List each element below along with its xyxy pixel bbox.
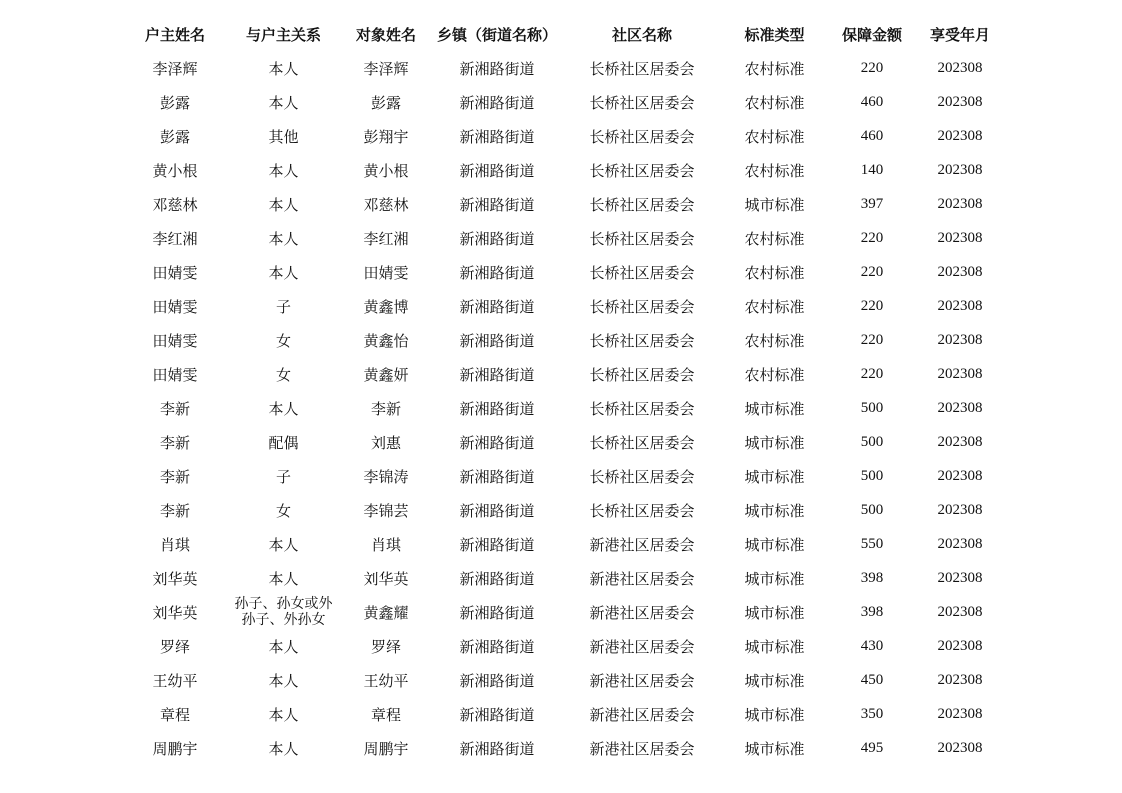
table-row: [120, 663, 1000, 697]
community: 新港社区居委会: [589, 705, 695, 724]
standard-type: 农村标准: [744, 297, 805, 316]
relationship: 本人: [268, 705, 299, 724]
table-row: [120, 221, 1000, 255]
recipient-name: 李锦芸: [363, 501, 409, 520]
recipient-name: 周鹏宇: [363, 739, 409, 758]
household-head-name: 李红湘: [152, 229, 198, 248]
relationship: 女: [275, 365, 291, 384]
household-head-name: 罗绎: [159, 637, 190, 656]
table-header-row: [120, 17, 1000, 51]
relationship: 本人: [268, 229, 299, 248]
table-row: [120, 561, 1000, 595]
table-row: [120, 697, 1000, 731]
standard-type: 城市标准: [744, 195, 805, 214]
col-head-amount: 保障金额: [841, 25, 902, 44]
table-row: [120, 731, 1000, 765]
relationship: 其他: [268, 127, 299, 146]
recipient-name: 邓慈林: [363, 195, 409, 214]
benefit-month: 202308: [937, 705, 983, 722]
table-row: [120, 289, 1000, 323]
amount: 220: [860, 297, 884, 314]
recipient-name: 李红湘: [363, 229, 409, 248]
benefit-month: 202308: [937, 739, 983, 756]
assistance-roster-table: [120, 17, 1000, 765]
community: 长桥社区居委会: [589, 365, 695, 384]
recipient-name: 李泽辉: [363, 59, 409, 78]
subdistrict: 新湘路街道: [459, 93, 535, 112]
subdistrict: 新湘路街道: [459, 59, 535, 78]
table-row: [120, 255, 1000, 289]
standard-type: 城市标准: [744, 705, 805, 724]
relationship: 本人: [268, 93, 299, 112]
community: 新港社区居委会: [589, 603, 695, 622]
subdistrict: 新湘路街道: [459, 501, 535, 520]
recipient-name: 李新: [370, 399, 401, 418]
community: 长桥社区居委会: [589, 161, 695, 180]
relationship: 本人: [268, 59, 299, 78]
subdistrict: 新湘路街道: [459, 535, 535, 554]
amount: 220: [860, 263, 884, 280]
community: 长桥社区居委会: [589, 263, 695, 282]
subdistrict: 新湘路街道: [459, 671, 535, 690]
relationship: 本人: [268, 671, 299, 690]
recipient-name: 彭露: [370, 93, 401, 112]
recipient-name: 彭翔宇: [363, 127, 409, 146]
amount: 500: [860, 399, 884, 416]
standard-type: 城市标准: [744, 399, 805, 418]
subdistrict: 新湘路街道: [459, 229, 535, 248]
household-head-name: 王幼平: [152, 671, 198, 690]
household-head-name: 李新: [159, 501, 190, 520]
standard-type: 农村标准: [744, 59, 805, 78]
community: 长桥社区居委会: [589, 501, 695, 520]
benefit-month: 202308: [937, 263, 983, 280]
household-head-name: 彭露: [159, 127, 190, 146]
benefit-month: 202308: [937, 229, 983, 246]
relationship: 本人: [268, 161, 299, 180]
recipient-name: 章程: [370, 705, 401, 724]
relationship: 本人: [268, 263, 299, 282]
standard-type: 城市标准: [744, 569, 805, 588]
subdistrict: 新湘路街道: [459, 263, 535, 282]
community: 长桥社区居委会: [589, 93, 695, 112]
standard-type: 城市标准: [744, 535, 805, 554]
community: 长桥社区居委会: [589, 195, 695, 214]
col-head-relationship: 与户主关系: [245, 25, 321, 44]
recipient-name: 黄鑫妍: [363, 365, 409, 384]
table-row: [120, 187, 1000, 221]
benefit-month: 202308: [937, 535, 983, 552]
relationship: 本人: [268, 535, 299, 554]
community: 新港社区居委会: [589, 569, 695, 588]
household-head-name: 李新: [159, 399, 190, 418]
community: 长桥社区居委会: [589, 297, 695, 316]
subdistrict: 新湘路街道: [459, 365, 535, 384]
benefit-month: 202308: [937, 467, 983, 484]
relationship: 本人: [268, 195, 299, 214]
standard-type: 农村标准: [744, 263, 805, 282]
household-head-name: 肖琪: [159, 535, 190, 554]
benefit-month: 202308: [937, 331, 983, 348]
household-head-name: 彭露: [159, 93, 190, 112]
standard-type: 城市标准: [744, 501, 805, 520]
subdistrict: 新湘路街道: [459, 195, 535, 214]
household-head-name: 李新: [159, 433, 190, 452]
relationship: 女: [275, 331, 291, 350]
household-head-name: 刘华英: [152, 569, 198, 588]
recipient-name: 刘惠: [370, 433, 401, 452]
relationship: 孙子、孙女或外孙子、外孙女: [234, 596, 333, 628]
amount: 495: [860, 739, 884, 756]
household-head-name: 田婧雯: [152, 297, 198, 316]
col-head-household-name: 户主姓名: [144, 25, 205, 44]
amount: 460: [860, 127, 884, 144]
subdistrict: 新湘路街道: [459, 603, 535, 622]
standard-type: 城市标准: [744, 671, 805, 690]
subdistrict: 新湘路街道: [459, 739, 535, 758]
amount: 140: [860, 161, 884, 178]
standard-type: 农村标准: [744, 93, 805, 112]
recipient-name: 罗绎: [370, 637, 401, 656]
community: 新港社区居委会: [589, 739, 695, 758]
subdistrict: 新湘路街道: [459, 467, 535, 486]
table-row: [120, 391, 1000, 425]
amount: 500: [860, 501, 884, 518]
recipient-name: 肖琪: [370, 535, 401, 554]
subdistrict: 新湘路街道: [459, 433, 535, 452]
table-row: [120, 527, 1000, 561]
recipient-name: 黄鑫怡: [363, 331, 409, 350]
benefit-month: 202308: [937, 671, 983, 688]
standard-type: 农村标准: [744, 127, 805, 146]
benefit-month: 202308: [937, 603, 983, 620]
amount: 220: [860, 59, 884, 76]
subdistrict: 新湘路街道: [459, 399, 535, 418]
benefit-month: 202308: [937, 501, 983, 518]
benefit-month: 202308: [937, 433, 983, 450]
recipient-name: 田婧雯: [363, 263, 409, 282]
recipient-name: 黄鑫耀: [363, 603, 409, 622]
amount: 397: [860, 195, 884, 212]
household-head-name: 黄小根: [152, 161, 198, 180]
amount: 220: [860, 365, 884, 382]
relationship: 女: [275, 501, 291, 520]
standard-type: 城市标准: [744, 467, 805, 486]
subdistrict: 新湘路街道: [459, 637, 535, 656]
community: 长桥社区居委会: [589, 433, 695, 452]
household-head-name: 田婧雯: [152, 365, 198, 384]
table-row: [120, 153, 1000, 187]
standard-type: 农村标准: [744, 161, 805, 180]
col-head-month: 享受年月: [929, 25, 990, 44]
table-row: [120, 493, 1000, 527]
relationship: 本人: [268, 739, 299, 758]
community: 长桥社区居委会: [589, 229, 695, 248]
subdistrict: 新湘路街道: [459, 297, 535, 316]
table-row: [120, 629, 1000, 663]
benefit-month: 202308: [937, 365, 983, 382]
standard-type: 城市标准: [744, 739, 805, 758]
household-head-name: 刘华英: [152, 603, 198, 622]
standard-type: 城市标准: [744, 433, 805, 452]
amount: 430: [860, 637, 884, 654]
table-row: [120, 119, 1000, 153]
amount: 500: [860, 467, 884, 484]
community: 长桥社区居委会: [589, 399, 695, 418]
standard-type: 城市标准: [744, 637, 805, 656]
recipient-name: 黄鑫博: [363, 297, 409, 316]
benefit-month: 202308: [937, 637, 983, 654]
amount: 398: [860, 603, 884, 620]
community: 长桥社区居委会: [589, 467, 695, 486]
household-head-name: 周鹏宇: [152, 739, 198, 758]
benefit-month: 202308: [937, 569, 983, 586]
amount: 220: [860, 331, 884, 348]
benefit-month: 202308: [937, 161, 983, 178]
standard-type: 农村标准: [744, 365, 805, 384]
table-body: [120, 51, 1000, 765]
col-head-community: 社区名称: [611, 25, 672, 44]
benefit-month: 202308: [937, 93, 983, 110]
community: 长桥社区居委会: [589, 59, 695, 78]
household-head-name: 邓慈林: [152, 195, 198, 214]
benefit-month: 202308: [937, 399, 983, 416]
relationship: 本人: [268, 569, 299, 588]
amount: 398: [860, 569, 884, 586]
col-head-standard-type: 标准类型: [744, 25, 805, 44]
benefit-month: 202308: [937, 195, 983, 212]
amount: 220: [860, 229, 884, 246]
subdistrict: 新湘路街道: [459, 705, 535, 724]
amount: 550: [860, 535, 884, 552]
community: 长桥社区居委会: [589, 127, 695, 146]
table-row: [120, 357, 1000, 391]
household-head-name: 李泽辉: [152, 59, 198, 78]
standard-type: 农村标准: [744, 229, 805, 248]
subdistrict: 新湘路街道: [459, 161, 535, 180]
household-head-name: 李新: [159, 467, 190, 486]
relationship: 子: [275, 467, 291, 486]
standard-type: 农村标准: [744, 331, 805, 350]
relationship: 配偶: [268, 433, 299, 452]
amount: 350: [860, 705, 884, 722]
subdistrict: 新湘路街道: [459, 569, 535, 588]
table-row: [120, 85, 1000, 119]
col-head-recipient-name: 对象姓名: [355, 25, 416, 44]
recipient-name: 李锦涛: [363, 467, 409, 486]
relationship: 本人: [268, 399, 299, 418]
table-row: [120, 595, 1000, 629]
table-row: [120, 425, 1000, 459]
relationship: 子: [275, 297, 291, 316]
col-head-subdistrict: 乡镇（街道名称）: [436, 25, 557, 44]
household-head-name: 田婧雯: [152, 263, 198, 282]
subdistrict: 新湘路街道: [459, 127, 535, 146]
amount: 450: [860, 671, 884, 688]
household-head-name: 章程: [159, 705, 190, 724]
relationship: 本人: [268, 637, 299, 656]
household-head-name: 田婧雯: [152, 331, 198, 350]
subdistrict: 新湘路街道: [459, 331, 535, 350]
table-row: [120, 51, 1000, 85]
standard-type: 城市标准: [744, 603, 805, 622]
benefit-month: 202308: [937, 297, 983, 314]
assistance-roster-sheet: [120, 17, 1000, 765]
benefit-month: 202308: [937, 127, 983, 144]
recipient-name: 刘华英: [363, 569, 409, 588]
amount: 500: [860, 433, 884, 450]
recipient-name: 王幼平: [363, 671, 409, 690]
community: 新港社区居委会: [589, 535, 695, 554]
community: 新港社区居委会: [589, 671, 695, 690]
amount: 460: [860, 93, 884, 110]
community: 新港社区居委会: [589, 637, 695, 656]
table-row: [120, 323, 1000, 357]
benefit-month: 202308: [937, 59, 983, 76]
recipient-name: 黄小根: [363, 161, 409, 180]
table-row: [120, 459, 1000, 493]
community: 长桥社区居委会: [589, 331, 695, 350]
